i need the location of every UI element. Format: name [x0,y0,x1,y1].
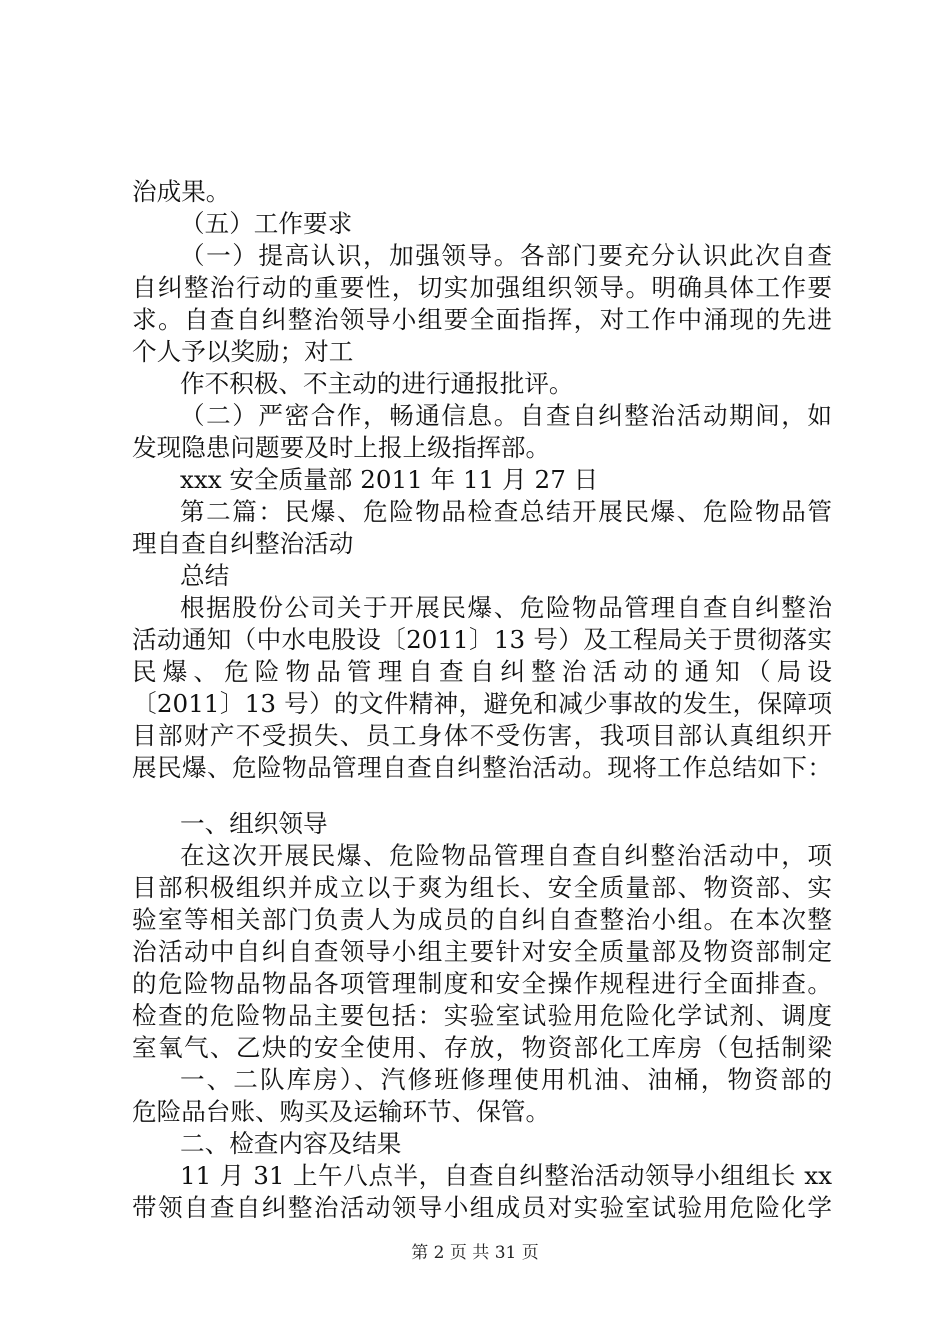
chapter-title: 理自查自纠整治活动 [132,529,354,558]
text-line: 治活动中自纠自查领导小组主要针对安全质量部及物资部制定 [132,937,832,966]
page-number-footer: 第 2 页 共 31 页 [411,1243,539,1263]
text-line: 自纠整治行动的重要性，切实加强组织领导。明确具体工作要 [132,273,832,302]
text-line: 活动通知（中水电股设〔2011〕13 号）及工程局关于贯彻落实 [132,625,832,654]
text-line: 危险品台账、购买及运输环节、保管。 [132,1097,551,1126]
text-line: 治成果。 [132,177,231,206]
text-line: 〔2011〕13 号）的文件精神，避免和减少事故的发生，保障项 [132,689,832,718]
text-line: （一）提高认识，加强领导。各部门要充分认识此次自查 [180,241,832,270]
chapter-title: 总结 [180,561,230,590]
text-line: 的危险物品物品各项管理制度和安全操作规程进行全面排查。 [132,969,832,998]
text-line: 根据股份公司关于开展民爆、危险物品管理自查自纠整治 [180,593,832,622]
text-line: 11 月 31 上午八点半，自查自纠整治活动领导小组组长 xx [180,1161,832,1190]
section-heading: 一、组织领导 [180,809,328,838]
text-line: 目部积极组织并成立以于爽为组长、安全质量部、物资部、实 [132,873,832,902]
text-line: 求。自查自纠整治领导小组要全面指挥，对工作中涌现的先进 [132,305,832,334]
chapter-title: 第二篇：民爆、危险物品检查总结开展民爆、危险物品管 [180,497,832,526]
text-line: 民爆、危险物品管理自查自纠整治活动的通知（局设 [132,657,832,686]
text-line: 作不积极、不主动的进行通报批评。 [180,369,574,398]
text-line: 检查的危险物品主要包括：实验室试验用危险化学试剂、调度 [132,1001,832,1030]
signature-line: xxx 安全质量部 2011 年 11 月 27 日 [180,465,599,494]
text-line: 在这次开展民爆、危险物品管理自查自纠整治活动中，项 [180,841,832,870]
text-line: 验室等相关部门负责人为成员的自纠自查整治小组。在本次整 [132,905,832,934]
section-heading: 二、检查内容及结果 [180,1129,402,1158]
text-line: 目部财产不受损失、员工身体不受伤害，我项目部认真组织开 [132,721,832,750]
text-line: 带领自查自纠整治活动领导小组成员对实验室试验用危险化学 [132,1193,832,1222]
text-line: （二）严密合作，畅通信息。自查自纠整治活动期间，如 [180,401,832,430]
text-line: 发现隐患问题要及时上报上级指挥部。 [132,433,551,462]
text-line: 展民爆、危险物品管理自查自纠整治活动。现将工作总结如下： [132,753,832,782]
text-line: 一、二队库房）、汽修班修理使用机油、油桶，物资部的 [180,1065,832,1094]
text-line: 个人予以奖励；对工 [132,337,354,366]
section-heading: （五）工作要求 [180,209,353,238]
text-line: 室氧气、乙炔的安全使用、存放，物资部化工库房（包括制梁 [132,1033,832,1062]
